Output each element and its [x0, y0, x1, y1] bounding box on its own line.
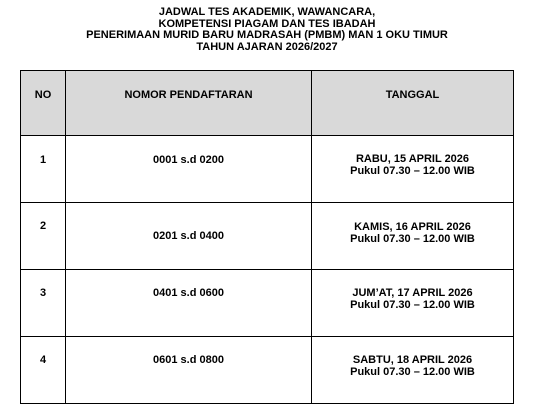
- row-date: SABTU, 18 APRIL 2026: [352, 354, 473, 366]
- row-date: RABU, 15 APRIL 2026: [355, 153, 470, 165]
- row-nomor: 0401 s.d 0600: [66, 270, 312, 337]
- row-tanggal: [312, 203, 514, 270]
- table-row: [21, 270, 514, 337]
- header-tanggal: TANGGAL: [312, 71, 514, 136]
- row-time: Pukul 07.30 – 12.00 WIB: [350, 233, 475, 245]
- title-line-1: JADWAL TES AKADEMIK, WAWANCARA,: [158, 6, 376, 18]
- title-line-3: PENERIMAAN MURID BARU MADRASAH (PMBM) MAN 1 OKU TIMUR: [86, 29, 448, 41]
- table-row: [21, 136, 514, 203]
- row-no: 4: [21, 337, 66, 404]
- header-no: NO: [21, 71, 66, 136]
- row-time: Pukul 07.30 – 12.00 WIB: [350, 366, 475, 378]
- row-tanggal: [312, 136, 514, 203]
- row-time: Pukul 07.30 – 12.00 WIB: [350, 165, 475, 177]
- row-nomor: 0601 s.d 0800: [66, 337, 312, 404]
- title-line-2: KOMPETENSI PIAGAM DAN TES IBADAH: [158, 17, 376, 30]
- row-no: 3: [21, 270, 66, 337]
- table-row: [21, 337, 514, 404]
- row-time: Pukul 07.30 – 12.00 WIB: [350, 299, 475, 311]
- row-tanggal: [312, 337, 514, 404]
- table-row: [21, 203, 514, 270]
- table-header-row: [21, 71, 514, 136]
- row-nomor: 0001 s.d 0200: [66, 136, 312, 203]
- title-line-4: TAHUN AJARAN 2026/2027: [196, 40, 338, 53]
- document-title: [0, 7, 534, 53]
- row-date: KAMIS, 16 APRIL 2026: [354, 221, 471, 233]
- schedule-table: [20, 70, 514, 404]
- row-nomor: 0201 s.d 0400: [66, 203, 312, 270]
- header-nomor-pendaftaran: NOMOR PENDAFTARAN: [66, 71, 312, 136]
- row-tanggal: [312, 270, 514, 337]
- row-date: JUM’AT, 17 APRIL 2026: [352, 287, 473, 299]
- row-no: 1: [21, 136, 66, 203]
- row-no: 2: [21, 203, 66, 270]
